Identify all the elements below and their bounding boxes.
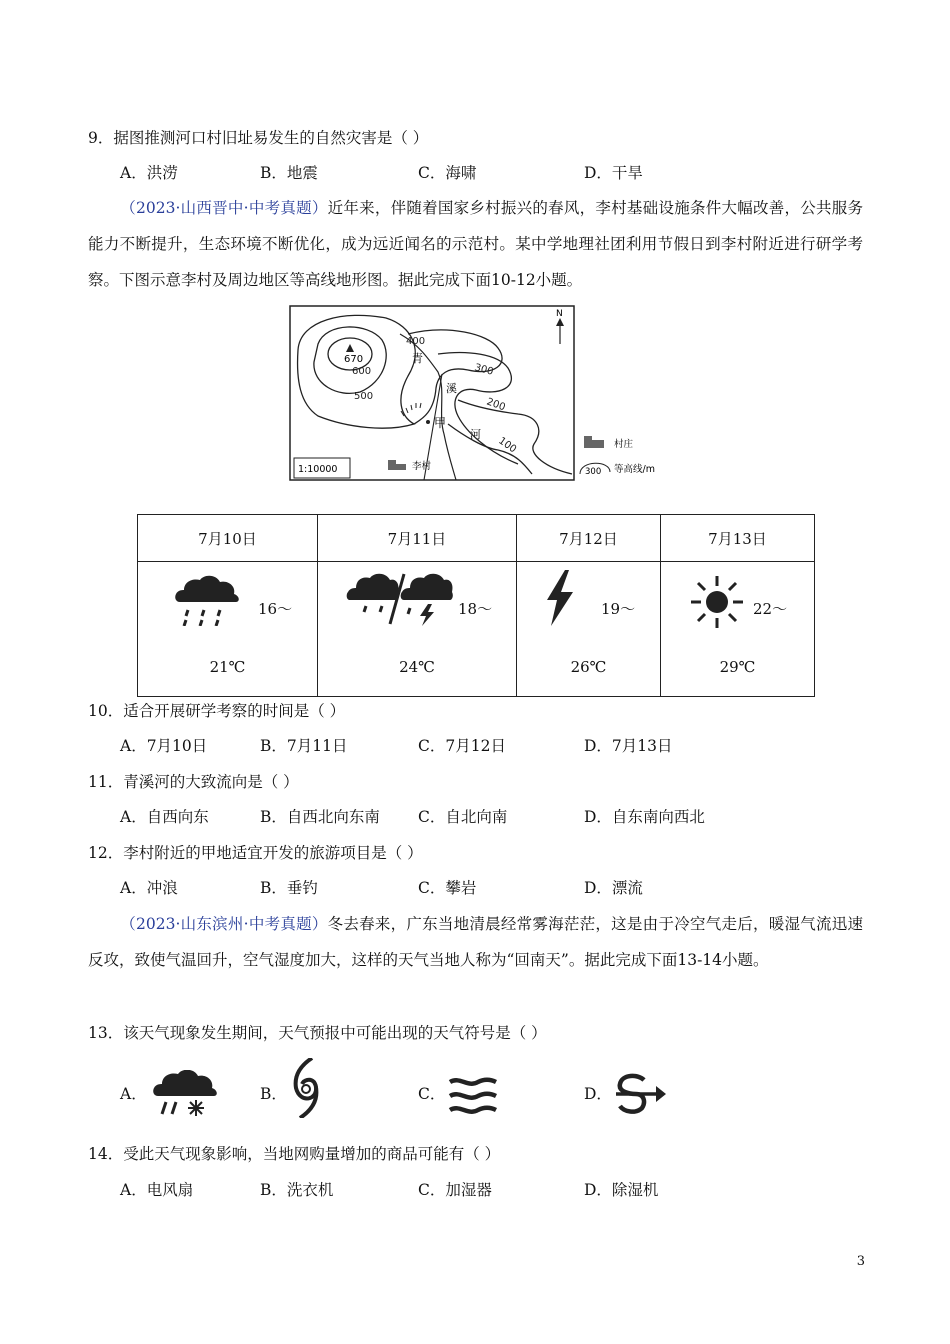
q10-option-b: B．7月11日 xyxy=(260,737,348,755)
contour-label-300: 300 xyxy=(473,362,495,378)
intro-1-text: 近年来，伴随着国家乡村振兴的春风，李村基础设施条件大幅改善，公共服务能力不断提升，生态环境不断优化，成为远近闻名的示范村。某中学地理社团利用节假日到李村附近进行研学考察。下图示意李村及周边地区等高线地形图。据此完成下面10-12小题。 xyxy=(88,199,863,289)
temp-low-3: 19～ xyxy=(601,600,636,618)
map-frame xyxy=(290,306,574,480)
contour-label-600: 600 xyxy=(352,366,372,377)
rain-to-thunderstorm-icon xyxy=(346,572,454,626)
temp-high-3: 26℃ xyxy=(570,658,607,676)
q13-option-a: A． xyxy=(120,1085,147,1103)
q10-option-c: C．7月12日 xyxy=(418,737,506,755)
q12-option-d: D．漂流 xyxy=(584,879,643,897)
intro-2-source: （2023·山东滨州·中考真题） xyxy=(120,915,328,933)
q9-option-a: A．洪涝 xyxy=(120,164,178,182)
scale-label: 1:10000 xyxy=(298,464,338,475)
legend-contour-label: 等高线/m xyxy=(614,464,655,475)
li-village-label: 李村 xyxy=(412,461,432,472)
river-label-he: 河 xyxy=(470,428,481,441)
q11-option-c: C．自北向南 xyxy=(418,808,508,826)
point-jia-label: 甲 xyxy=(434,416,447,430)
q12-stem: 12．李村附近的甲地适宜开发的旅游项目是（ ） xyxy=(88,844,423,862)
intro-paragraph-2 xyxy=(88,906,863,978)
north-label: N xyxy=(556,309,563,319)
weather-cell-2 xyxy=(318,562,516,696)
temp-low-1: 16～ xyxy=(258,600,293,618)
q11-option-a: A．自西向东 xyxy=(120,808,209,826)
intro-2-text: 冬去春来，广东当地清晨经常雾海茫茫，这是由于冷空气走后，暖湿气流迅速反攻，致使气温回升，空气湿度加大，这样的天气当地人称为“回南天”。据此完成下面13-14小题。 xyxy=(88,915,863,969)
q13-stem: 13．该天气现象发生期间，天气预报中可能出现的天气符号是（ ） xyxy=(88,1024,547,1042)
sandstorm-icon xyxy=(614,1072,668,1116)
temp-high-4: 29℃ xyxy=(719,658,756,676)
q13-option-b: B． xyxy=(260,1085,287,1103)
q10-option-d: D．7月13日 xyxy=(584,737,673,755)
weather-cell-1 xyxy=(138,562,317,696)
date-cell-4: 7月13日 xyxy=(661,515,815,562)
legend-village-icon xyxy=(584,436,604,448)
q10-option-a: A．7月10日 xyxy=(120,737,208,755)
q13-option-d: D． xyxy=(584,1085,612,1103)
q14-option-d: D．除湿机 xyxy=(584,1181,659,1199)
temp-low-4: 22～ xyxy=(753,600,788,618)
weather-cell-3 xyxy=(517,562,660,696)
contour-label-200: 200 xyxy=(484,396,507,414)
q9-option-b: B．地震 xyxy=(260,164,318,182)
q12-option-b: B．垂钓 xyxy=(260,879,318,897)
q10-stem: 10．适合开展研学考察的时间是（ ） xyxy=(88,702,346,720)
sunny-icon xyxy=(689,574,745,630)
legend-village-label: 村庄 xyxy=(614,439,634,450)
river-label-qing: 青 xyxy=(412,352,423,365)
q11-stem: 11．青溪河的大致流向是（ ） xyxy=(88,773,299,791)
intro-paragraph-1 xyxy=(88,190,863,298)
legend-contour-value: 300 xyxy=(585,467,602,477)
weather-forecast-table xyxy=(137,514,815,697)
date-cell-2: 7月11日 xyxy=(318,515,517,562)
q9-option-d: D．干旱 xyxy=(584,164,643,182)
q12-option-a: A．冲浪 xyxy=(120,879,178,897)
q11-option-b: B．自西北向东南 xyxy=(260,808,380,826)
contour-label-500: 500 xyxy=(354,391,374,402)
contour-map xyxy=(288,304,674,482)
intro-1-source: （2023·山西晋中·中考真题） xyxy=(120,199,328,217)
temp-high-1: 21℃ xyxy=(209,658,246,676)
q14-stem: 14．受此天气现象影响，当地网购量增加的商品可能有（ ） xyxy=(88,1145,501,1163)
q9-stem: 9．据图推测河口村旧址易发生的自然灾害是（ ） xyxy=(88,129,429,147)
q14-option-a: A．电风扇 xyxy=(120,1181,194,1199)
page-number: 3 xyxy=(856,1254,865,1269)
q11-option-d: D．自东南向西北 xyxy=(584,808,705,826)
q14-option-b: B．洗衣机 xyxy=(260,1181,334,1199)
peak-label: 670 xyxy=(344,354,364,365)
point-jia-dot xyxy=(426,420,430,424)
q12-option-c: C．攀岩 xyxy=(418,879,477,897)
temp-low-2: 18～ xyxy=(458,600,493,618)
date-cell-3: 7月12日 xyxy=(517,515,661,562)
typhoon-icon xyxy=(290,1058,322,1118)
q9-option-c: C．海啸 xyxy=(418,164,477,182)
lightning-icon xyxy=(545,570,575,626)
river-label-xi: 溪 xyxy=(446,382,457,395)
fog-icon xyxy=(448,1076,498,1116)
contour-label-400: 400 xyxy=(406,336,426,347)
rain-icon xyxy=(174,574,242,626)
weather-cell-4 xyxy=(661,562,814,696)
contour-label-100: 100 xyxy=(496,435,519,456)
sleet-icon xyxy=(152,1070,222,1120)
temp-high-2: 24℃ xyxy=(399,658,435,676)
q14-option-c: C．加湿器 xyxy=(418,1181,492,1199)
date-cell-1: 7月10日 xyxy=(138,515,318,562)
q13-option-c: C． xyxy=(418,1085,446,1103)
